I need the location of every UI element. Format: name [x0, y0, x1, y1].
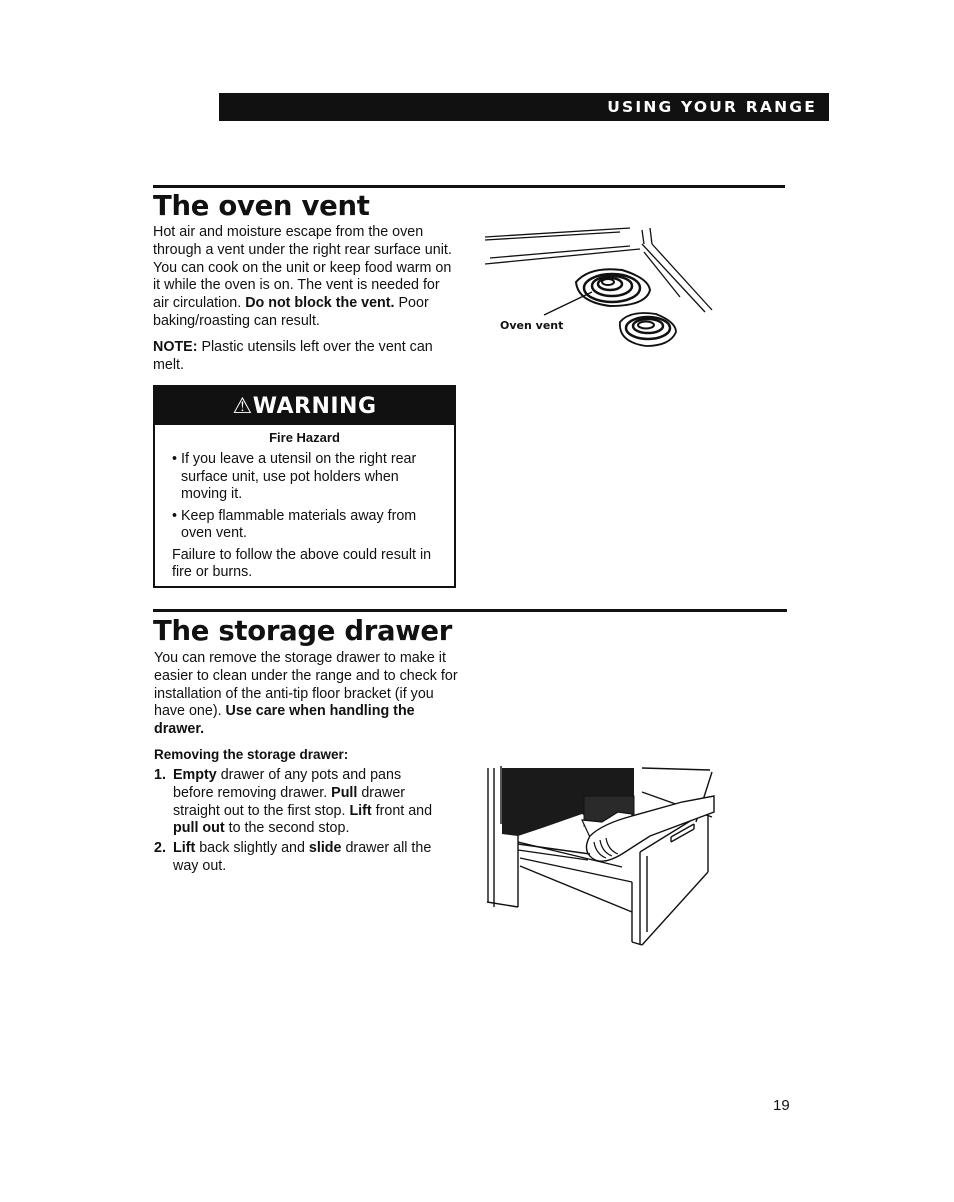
storage-drawer-illustration — [482, 762, 722, 950]
step-bold: Lift — [173, 840, 196, 857]
storage-drawer-subheading: Removing the storage drawer: — [154, 747, 349, 762]
oven-vent-illustration — [480, 222, 720, 357]
step-plain: back slightly and — [199, 840, 305, 857]
step-plain: drawer straight out to the first stop. — [173, 784, 406, 819]
warning-bullet — [172, 451, 446, 504]
note-label: NOTE: — [153, 339, 198, 355]
section-rule-oven-vent — [153, 185, 785, 188]
oven-vent-intro-text: Hot air and moisture escape from the oven through a vent under the right rear surface unit. You can cook on the unit or keep food warm on it while the oven is on. The vent is needed for air circulation. — [153, 224, 452, 312]
step-bold: Lift — [349, 802, 372, 819]
oven-vent-note — [153, 339, 443, 375]
step-plain: drawer of any pots and pans before removing drawer. — [173, 767, 402, 801]
step-plain: front and — [375, 802, 433, 819]
oven-vent-intro-tail: Poor baking/roasting can result. — [153, 295, 429, 329]
step-bold: pull out — [173, 820, 225, 837]
storage-drawer-intro-bold: Use care when handling the drawer. — [154, 703, 415, 738]
note-text: Plastic utensils left over the vent can melt. — [153, 339, 433, 373]
warning-bullet — [172, 508, 446, 543]
section-header-bar: USING YOUR RANGE — [219, 93, 829, 121]
step-plain: to the second stop. — [228, 820, 350, 837]
oven-vent-intro-bold: Do not block the vent. — [245, 295, 395, 312]
warning-title: WARNING — [252, 394, 377, 419]
step-bold: Empty — [173, 767, 217, 783]
storage-drawer-intro — [154, 650, 459, 739]
oven-vent-intro — [153, 224, 453, 331]
step-number: 2. — [154, 840, 166, 857]
storage-drawer-intro-text: You can remove the storage drawer to make it easier to clean under the range and to check for installation of the anti-tip floor bracket (if you have one). — [154, 650, 458, 720]
step-bold: slide — [308, 840, 342, 857]
bullet-icon: • — [172, 507, 178, 524]
warning-bullet-text: Keep flammable materials away from oven vent. — [181, 507, 417, 541]
heading-storage-drawer: The storage drawer — [153, 615, 453, 647]
bullet-icon: • — [172, 451, 178, 467]
warning-body — [155, 445, 454, 582]
step-text — [173, 767, 444, 838]
warning-triangle-icon: ⚠ — [232, 394, 253, 419]
heading-oven-vent: The oven vent — [153, 190, 370, 222]
warning-bullet-text: If you leave a utensil on the right rear surface unit, use pot holders when moving it. — [181, 451, 417, 502]
warning-subtitle: Fire Hazard — [269, 430, 340, 445]
warning-box — [153, 385, 456, 588]
step-number: 1. — [154, 767, 166, 783]
section-rule-storage-drawer — [153, 609, 787, 612]
storage-drawer-steps — [154, 767, 444, 878]
page-number: 19 — [773, 1097, 790, 1114]
warning-header — [155, 387, 454, 425]
step-plain: drawer all the way out. — [173, 840, 432, 874]
figure-label-oven-vent: Oven vent — [500, 319, 564, 332]
step-item — [154, 767, 444, 838]
step-text — [173, 840, 444, 876]
step-bold: Pull — [331, 784, 358, 801]
step-item — [154, 840, 444, 876]
warning-footer: Failure to follow the above could result in fire or burns. — [172, 546, 432, 580]
